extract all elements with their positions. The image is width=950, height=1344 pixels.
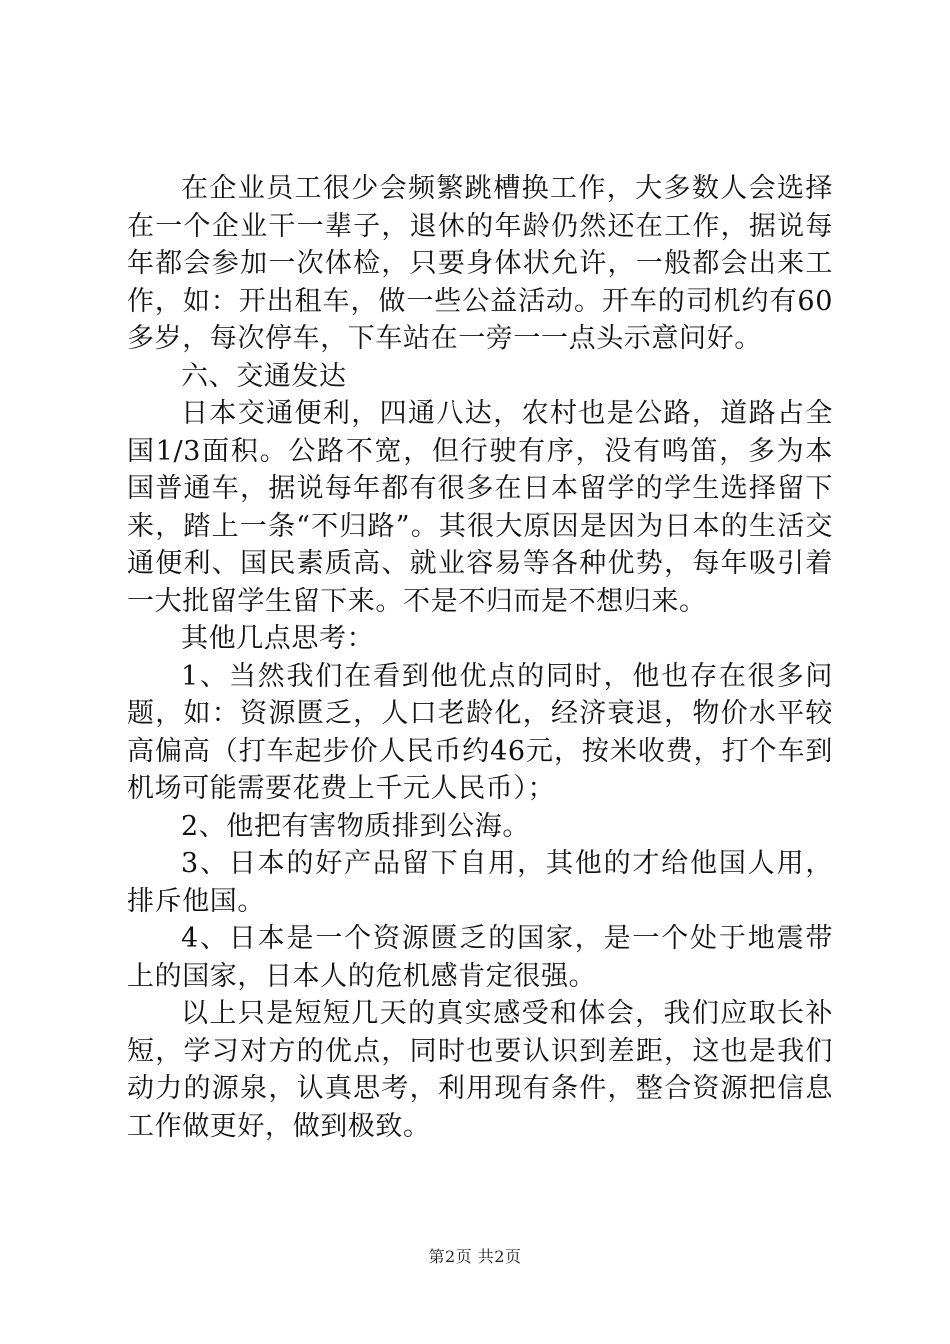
section-heading-transport: 六、交通发达 bbox=[181, 360, 347, 392]
list-item-thought-4: 4、日本是一个资源匮乏的国家，是一个处于地震带上的国家，日本人的危机感肯定很强。 bbox=[127, 923, 833, 992]
list-item-thought-3: 3、日本的好产品留下自用，其他的才给他国人用，排斥他国。 bbox=[127, 848, 833, 917]
page-number-footer: 第2页 共2页 bbox=[428, 1247, 522, 1266]
list-item-thought-2: 2、他把有害物质排到公海。 bbox=[181, 810, 530, 842]
paragraph-employees: 在企业员工很少会频繁跳槽换工作，大多数人会选择在一个企业干一辈子，退休的年龄仍然还在工作，据说每年都会参加一次体检，只要身体状允许，一般都会出来工作，如：开出租车，做一些公益活动。开车的司机约有60多岁，每次停车，下车站在一旁一一点头示意问好。 bbox=[127, 173, 833, 354]
paragraph-transport: 日本交通便利，四通八达，农村也是公路，道路占全国1/3面积。公路不宽，但行驶有序，没有鸣笛，多为本国普通车，据说每年都有很多在日本留学的学生选择留下来，踏上一条“不归路”。其很大原因是因为日本的生活交通便利、国民素质高、就业容易等各种优势，每年吸引着一大批留学生留下来。不是不归而是不想归来。 bbox=[127, 398, 833, 617]
document-body bbox=[127, 170, 833, 1145]
section-heading-thoughts: 其他几点思考： bbox=[181, 623, 375, 654]
list-item-thought-1: 1、当然我们在看到他优点的同时，他也存在很多问题，如：资源匮乏，人口老龄化，经济衰退，物价水平较高偏高（打车起步价人民币约46元，按米收费，打个车到机场可能需要花费上千元人民币）； bbox=[127, 660, 833, 804]
paragraph-conclusion: 以上只是短短几天的真实感受和体会，我们应取长补短，学习对方的优点，同时也要认识到差距，这也是我们动力的源泉，认真思考，利用现有条件，整合资源把信息工作做更好，做到极致。 bbox=[127, 998, 833, 1142]
